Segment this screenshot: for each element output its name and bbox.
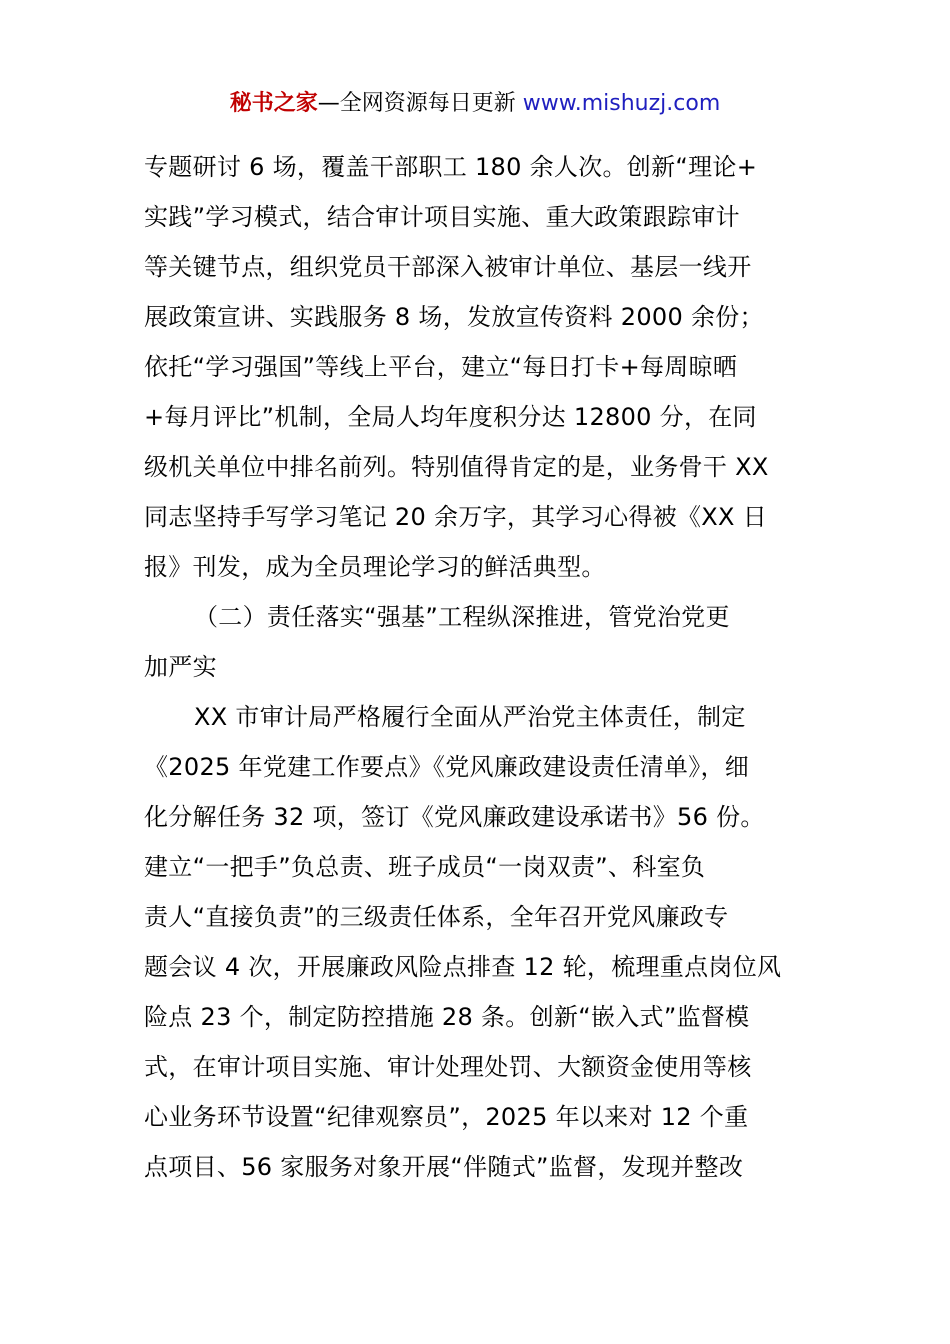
paragraph-first-line: XX 市审计局严格履行全面从严治党主体责任，制定 [194,703,746,731]
page-header [0,88,950,120]
section-heading-line: （二）责任落实“强基”工程纵深推进，管党治党更 [194,603,730,631]
text-line: 险点 23 个，制定防控措施 28 条。创新“嵌入式”监督模 [144,1003,750,1031]
text-line: 展政策宣讲、实践服务 8 场，发放宣传资料 2000 余份； [144,303,764,331]
text-line: 依托“学习强国”等线上平台，建立“每日打卡+每周晾晒 [144,353,738,381]
text-line: 级机关单位中排名前列。特别值得肯定的是，业务骨干 XX [144,453,769,481]
header-tagline: 全网资源每日更新 [339,91,516,116]
text-line: 建立“一把手”负总责、班子成员“一岗双责”、科室负 [144,853,706,881]
site-url-link[interactable]: www.mishuzj.com [522,91,721,116]
document-body [144,142,824,1192]
text-line: 心业务环节设置“纪律观察员”，2025 年以来对 12 个重 [144,1103,749,1131]
text-line: +每月评比”机制，全局人均年度积分达 12800 分，在同 [144,403,757,431]
text-line: 责人“直接负责”的三级责任体系，全年召开党风廉政专 [144,903,729,931]
text-line: 同志坚持手写学习笔记 20 余万字，其学习心得被《XX 日 [144,503,768,531]
brand-name: 秘书之家 [229,91,318,116]
text-line: 式，在审计项目实施、审计处理处罚、大额资金使用等核 [144,1053,752,1081]
text-line: 实践”学习模式，结合审计项目实施、重大政策跟踪审计 [144,203,740,231]
text-line: 题会议 4 次，开展廉政风险点排查 12 轮，梳理重点岗位风 [144,953,782,981]
text-line: 《2025 年党建工作要点》《党风廉政建设责任清单》，细 [144,753,750,781]
text-line: 专题研讨 6 场，覆盖干部职工 180 余人次。创新“理论+ [144,153,758,181]
text-line: 等关键节点，组织党员干部深入被审计单位、基层一线开 [144,253,752,281]
text-line: 点项目、56 家服务对象开展“伴随式”监督，发现并整改 [144,1153,744,1181]
text-line: 化分解任务 32 项，签订《党风廉政建设承诺书》56 份。 [144,803,765,831]
section-heading-line: 加严实 [144,653,217,681]
header-dash: — [317,91,340,116]
text-line: 报》刊发，成为全员理论学习的鲜活典型。 [144,553,606,581]
